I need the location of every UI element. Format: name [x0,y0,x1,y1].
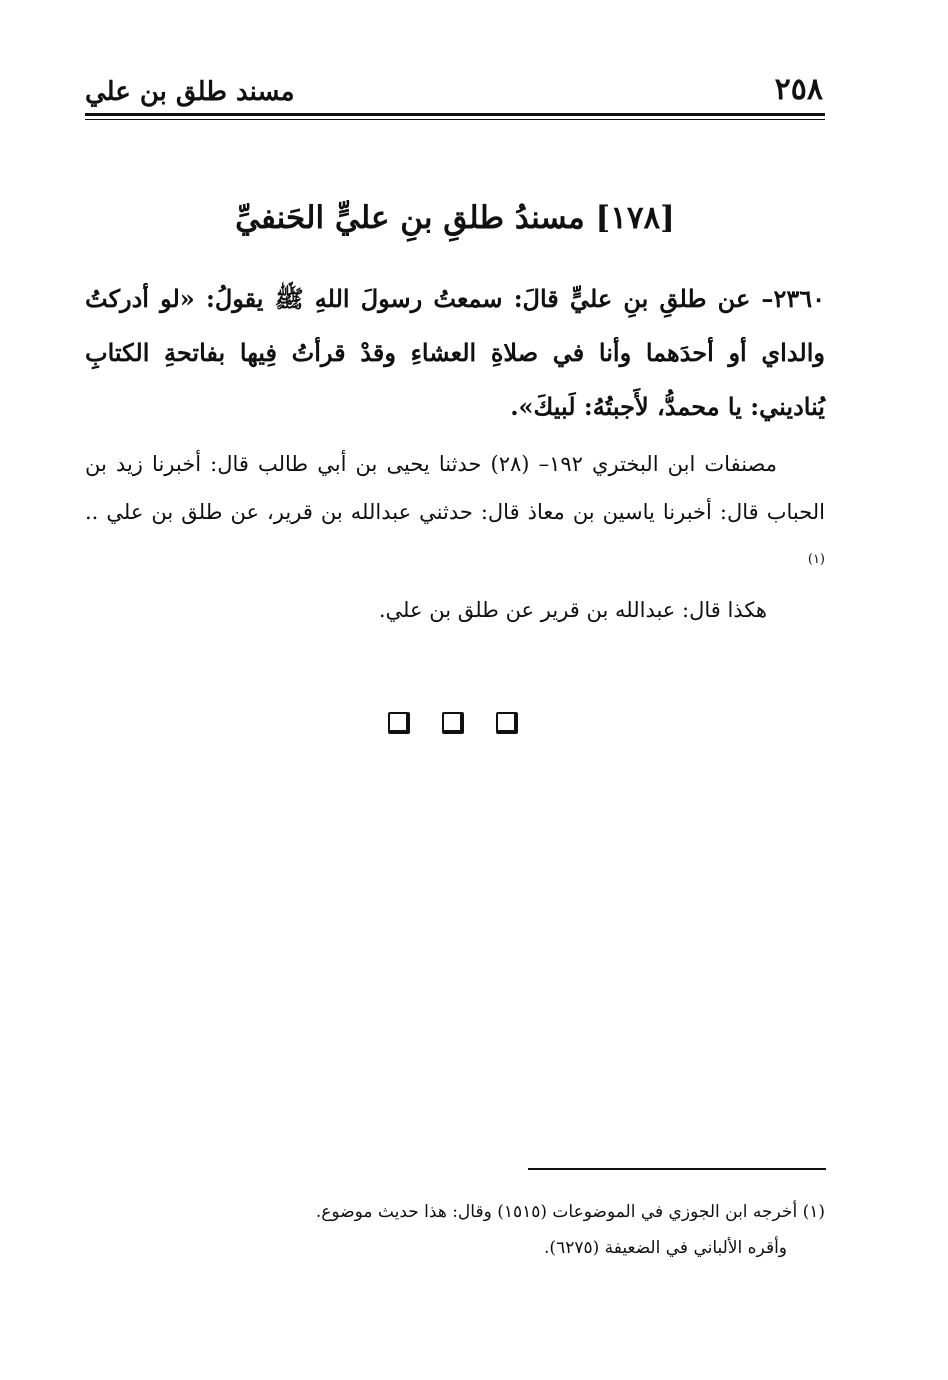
section-end-ornaments [388,712,518,738]
comment-text: هكذا قال: عبدالله بن قرير عن طلق بن علي. [378,598,767,622]
isnad-paragraph [85,440,825,588]
footnote-line-1: (١) أخرجه ابن الجوزي في الموضوعات (١٥١٥) وقال: هذا حديث موضوع. [315,1202,825,1222]
header-rule-thin [85,119,825,120]
section-title: [١٧٨] مسندُ طلقِ بنِ عليٍّ الحَنفيِّ [235,200,675,236]
footnote-separator [528,1168,826,1170]
header-rule-thick [85,113,825,116]
page-header [85,72,823,112]
square-ornament-icon [496,712,518,734]
square-ornament-icon [388,712,410,734]
square-ornament-icon [442,712,464,734]
hadith-text: ٢٣٦٠– عن طلقِ بنِ عليٍّ قالَ: سمعتُ رسولَ اللهِ ﷺ يقولُ: «لو أدركتُ والداي أو أحدَهما وأنا في صلاةِ العشاءِ وقدْ قرأتُ فِيها بفاتحةِ الكتابِ يُناديني: يا محمدُّ، لأَجبتُهُ: لَبيكَ». [85,284,825,421]
isnad-text: مصنفات ابن البختري ١٩٢– (٢٨) حدثنا يحيى بن أبي طالب قال: أخبرنا زيد بن الحباب قال: أخبرنا ياسين بن معاذ قال: حدثني عبدالله بن قرير، عن طلق بن علي .. [85,452,825,524]
running-title: مسند طلق بن علي [85,77,295,107]
page-number: ٢٥٨ [774,72,823,107]
comment-paragraph [85,586,825,634]
footnote-reference: (١) [807,552,825,567]
footnote-line-2: وأقره الألباني في الضعيفة (٦٢٧٥). [544,1238,787,1258]
footnotes [85,1194,825,1266]
